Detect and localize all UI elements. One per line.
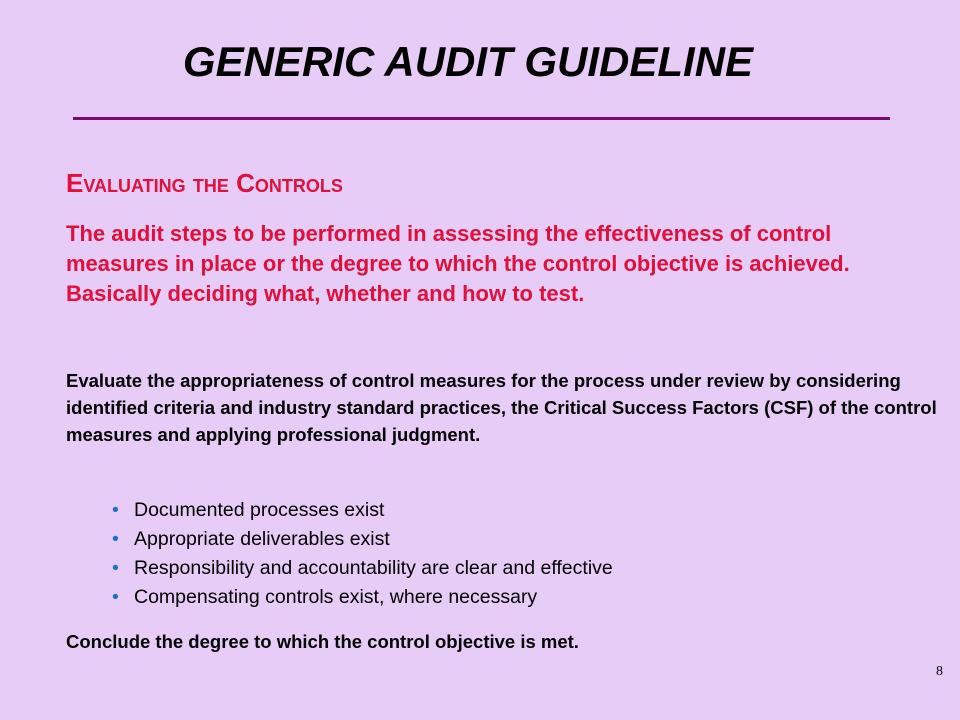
criteria-list bbox=[112, 496, 613, 612]
list-item-text: Responsibility and accountability are clear and effective bbox=[134, 557, 613, 579]
intro-paragraph: The audit steps to be performed in assessing the effectiveness of control measures in place or the degree to which the control objective is achieved. Basically deciding what, whether and how to test. bbox=[66, 221, 850, 306]
list-item bbox=[112, 496, 613, 525]
bullet-icon: • bbox=[112, 586, 119, 608]
slide-title: GENERIC AUDIT GUIDELINE bbox=[182, 38, 754, 85]
page-number: 8 bbox=[936, 664, 943, 679]
bullet-icon: • bbox=[112, 499, 119, 521]
list-item bbox=[112, 525, 613, 554]
bullet-icon: • bbox=[112, 557, 119, 579]
title-divider bbox=[73, 117, 890, 120]
list-item-text: Appropriate deliverables exist bbox=[134, 528, 390, 550]
conclusion-text: Conclude the degree to which the control objective is met. bbox=[66, 631, 579, 652]
bullet-icon: • bbox=[112, 528, 119, 550]
list-item-text: Documented processes exist bbox=[134, 499, 385, 521]
list-item-text: Compensating controls exist, where necessary bbox=[134, 586, 538, 608]
list-item bbox=[112, 583, 613, 612]
evaluate-paragraph: Evaluate the appropriateness of control measures for the process under review by considering identified criteria and industry standard practices, the Critical Success Factors (CSF) of the control measures and applying professional judgment. bbox=[66, 370, 937, 445]
list-item bbox=[112, 554, 613, 583]
section-heading: Evaluating the Controls bbox=[66, 168, 343, 198]
